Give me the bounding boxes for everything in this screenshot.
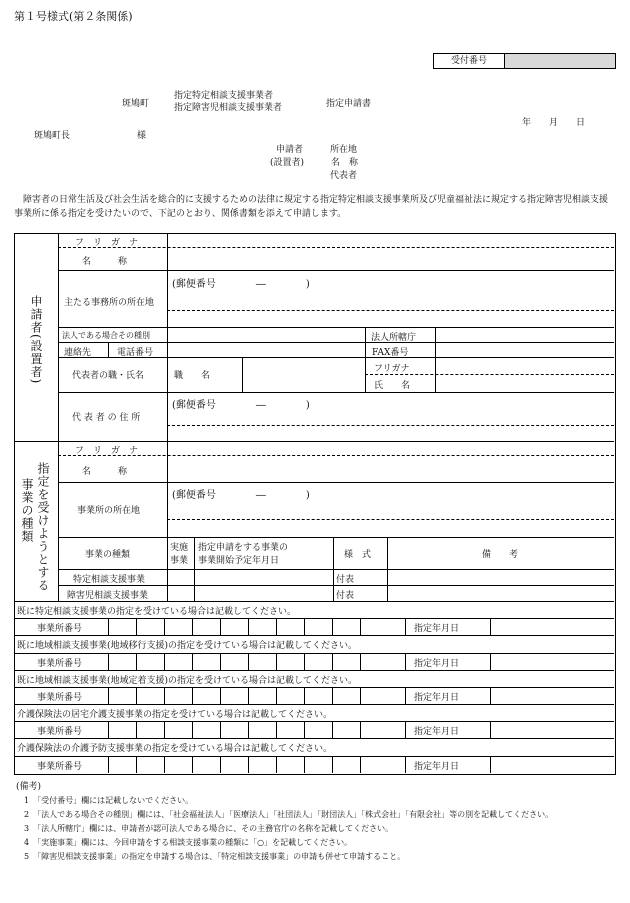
existing-note-4: 介護保険法の居宅介護支援事業の指定を受けている場合は記載してください。 <box>17 710 333 720</box>
office-number-cell-divider <box>490 653 491 670</box>
postal-rep[interactable]: (郵便番号 ― ) <box>172 400 310 411</box>
office-number-cell-divider <box>405 618 406 635</box>
office-number-cell-divider <box>276 618 277 635</box>
office-number-cell-divider <box>248 687 249 704</box>
office-number-cell-divider <box>220 618 221 635</box>
business-type-2: 指定障害児相談支援事業者 <box>174 103 283 113</box>
receipt-number-field[interactable] <box>505 54 615 68</box>
office-number-cell-divider <box>248 653 249 670</box>
applicant-label: 申請者 <box>276 145 304 155</box>
office-number-cell-divider <box>220 653 221 670</box>
kind-label: 事業の種類 <box>85 550 131 560</box>
form-label: 様 式 <box>344 550 372 560</box>
furigana2-label: フリガナ <box>374 364 410 374</box>
office-location-label: 事業所の所在地 <box>77 506 141 516</box>
office-number-cell-divider <box>248 618 249 635</box>
existing-date-label-1: 指定年月日 <box>414 624 460 634</box>
corp-office-label: 法人所轄庁 <box>371 333 417 343</box>
impl-label-1: 実施 <box>170 543 189 553</box>
postal-applicant[interactable]: (郵便番号 ― ) <box>172 279 310 290</box>
office-number-cell-divider <box>304 618 305 635</box>
existing-num-label-4: 事業所番号 <box>37 727 83 737</box>
existing-num-label-5: 事業所番号 <box>37 762 83 772</box>
existing-date-label-4: 指定年月日 <box>414 727 460 737</box>
applicant-section-title: 申請者(設置者) <box>29 295 43 385</box>
honorific: 様 <box>137 131 147 141</box>
office-number-cell-divider <box>276 687 277 704</box>
office-number-cell-divider <box>164 653 165 670</box>
office-number-cell-divider <box>304 687 305 704</box>
office-number-cell-divider <box>304 756 305 773</box>
office-number-cell-divider <box>248 756 249 773</box>
office-number-cell-divider <box>490 756 491 773</box>
office-number-cell-divider <box>192 653 193 670</box>
biz-furigana-label: フ リ ガ ナ <box>75 446 139 456</box>
existing-num-label-2: 事業所番号 <box>37 659 83 669</box>
planned-label-1: 指定申請をする事業の <box>198 543 289 553</box>
office-number-cell-divider <box>164 721 165 738</box>
biz-name-label: 名 称 <box>82 467 128 477</box>
existing-date-label-3: 指定年月日 <box>414 693 460 703</box>
name-label-applicant: 名 称 <box>82 257 128 267</box>
office-number-cell-divider <box>360 756 361 773</box>
office-number-cell-divider <box>360 618 361 635</box>
office-number-cell-divider <box>332 687 333 704</box>
rep-title-name-label: 代表者の職・氏名 <box>72 371 145 381</box>
planned-label-2: 事業開始予定年月日 <box>198 556 280 566</box>
existing-date-label-5: 指定年月日 <box>414 762 460 772</box>
note-3: 3 「法人所轄庁」欄には、申請者が認可法人である場合に、その主務官庁の名称を記載してください。 <box>24 824 394 833</box>
note-1: 1 「受付番号」欄には記載しないでください。 <box>24 796 194 805</box>
note-2: 2 「法人である場合その種別」欄には、「社会福祉法人」「医療法人」「社団法人」「財団法人」「株式会社」「有限会社」等の別を記載してください。 <box>24 810 554 819</box>
date-line[interactable]: 年 月 日 <box>522 118 586 128</box>
existing-num-label-3: 事業所番号 <box>37 693 83 703</box>
office-number-cell-divider <box>136 687 137 704</box>
office-number-cell-divider <box>220 687 221 704</box>
office-number-cell-divider <box>220 756 221 773</box>
office-number-cell-divider <box>136 756 137 773</box>
existing-date-label-2: 指定年月日 <box>414 659 460 669</box>
office-number-cell-divider <box>108 618 109 635</box>
office-number-cell-divider <box>405 687 406 704</box>
existing-note-3: 既に地域相談支援事業(地域定着支援)の指定を受けている場合は記載してください。 <box>17 676 358 686</box>
phone-label: 電話番号 <box>117 348 154 358</box>
office-number-cell-divider <box>136 653 137 670</box>
town-name: 斑鳩町 <box>122 99 150 109</box>
postal-biz[interactable]: (郵便番号 ― ) <box>172 490 310 501</box>
row-child-consult: 障害児相談支援事業 <box>67 591 149 601</box>
receipt-label: 受付番号 <box>434 54 505 68</box>
rep-address-label: 代 表 者 の 住 所 <box>72 413 141 423</box>
office-number-cell-divider <box>108 653 109 670</box>
office-number-cell-divider <box>304 721 305 738</box>
office-number-cell-divider <box>405 721 406 738</box>
intro-paragraph: 障害者の日常生活及び社会生活を総合的に支援するための法律に規定する指定特定相談支援事業所及び児童福祉法に規定する指定障害児相談支援事業所に係る指定を受けたいので、下記のとおり、関係書類を添えて申請します。 <box>14 195 609 219</box>
form-title: 第１号様式(第２条関係) <box>14 10 133 23</box>
business-section-title-b: 事業の種類 <box>20 478 34 543</box>
impl-label-2: 事業 <box>170 556 189 566</box>
office-number-cell-divider <box>136 618 137 635</box>
row-specific-consult: 特定相談支援事業 <box>73 575 146 585</box>
business-type-1: 指定特定相談支援事業者 <box>174 91 274 101</box>
office-number-cell-divider <box>405 756 406 773</box>
receipt-number-box <box>433 53 616 69</box>
office-number-cell-divider <box>220 721 221 738</box>
corp-type-label: 法人である場合その種別 <box>62 331 150 340</box>
post-label: 職 名 <box>174 371 211 381</box>
doc-title: 指定申請書 <box>326 99 372 109</box>
office-number-cell-divider <box>192 687 193 704</box>
office-number-cell-divider <box>490 721 491 738</box>
office-number-cell-divider <box>108 756 109 773</box>
fax-label: FAX番号 <box>372 348 409 358</box>
office-number-cell-divider <box>192 618 193 635</box>
office-number-cell-divider <box>276 653 277 670</box>
office-number-cell-divider <box>332 618 333 635</box>
office-number-cell-divider <box>108 687 109 704</box>
office-number-cell-divider <box>332 721 333 738</box>
office-number-cell-divider <box>164 618 165 635</box>
existing-note-2: 既に地域相談支援事業(地域移行支援)の指定を受けている場合は記載してください。 <box>17 641 358 651</box>
office-number-cell-divider <box>332 756 333 773</box>
office-number-cell-divider <box>304 653 305 670</box>
office-number-cell-divider <box>276 721 277 738</box>
existing-note-1: 既に特定相談支援事業の指定を受けている場合は記載してください。 <box>17 607 297 617</box>
office-number-cell-divider <box>164 687 165 704</box>
applicant-sub-label: (設置者) <box>270 158 305 168</box>
office-number-cell-divider <box>360 687 361 704</box>
office-number-cell-divider <box>248 721 249 738</box>
notes-title: (備考) <box>16 782 42 792</box>
existing-note-5: 介護保険法の介護予防支援事業の指定を受けている場合は記載してください。 <box>17 744 333 754</box>
office-number-cell-divider <box>360 721 361 738</box>
office-number-cell-divider <box>332 653 333 670</box>
business-section-title-a: 指定を受けようとする <box>36 462 50 592</box>
full-name-label: 氏 名 <box>374 381 411 391</box>
main-office-label: 主たる事務所の所在地 <box>64 298 155 308</box>
office-number-cell-divider <box>192 756 193 773</box>
furigana-label: フ リ ガ ナ <box>75 238 139 248</box>
representative-label: 代表者 <box>330 171 358 181</box>
note-5: 5 「障害児相談支援事業」の指定を申請する場合は、「特定相談支援事業」の申請も併せて申請すること。 <box>24 852 406 861</box>
office-number-cell-divider <box>490 687 491 704</box>
office-number-cell-divider <box>108 721 109 738</box>
office-number-cell-divider <box>360 653 361 670</box>
office-number-cell-divider <box>490 618 491 635</box>
office-number-cell-divider <box>136 721 137 738</box>
office-number-cell-divider <box>164 756 165 773</box>
existing-num-label-1: 事業所番号 <box>37 624 83 634</box>
office-number-cell-divider <box>192 721 193 738</box>
attach-2: 付表 <box>336 591 355 601</box>
note-4: 4 「実施事業」欄には、今回申請をする相談支援事業の種類に「○」を記載してください。 <box>24 838 353 847</box>
remarks-label: 備 考 <box>482 550 519 560</box>
addressee: 斑鳩町長 <box>34 131 71 141</box>
attach-1: 付表 <box>336 575 355 585</box>
office-number-cell-divider <box>405 653 406 670</box>
contact-label: 連絡先 <box>64 348 92 358</box>
address-label: 所在地 <box>330 145 358 155</box>
office-number-cell-divider <box>276 756 277 773</box>
name-label: 名 称 <box>331 158 359 168</box>
